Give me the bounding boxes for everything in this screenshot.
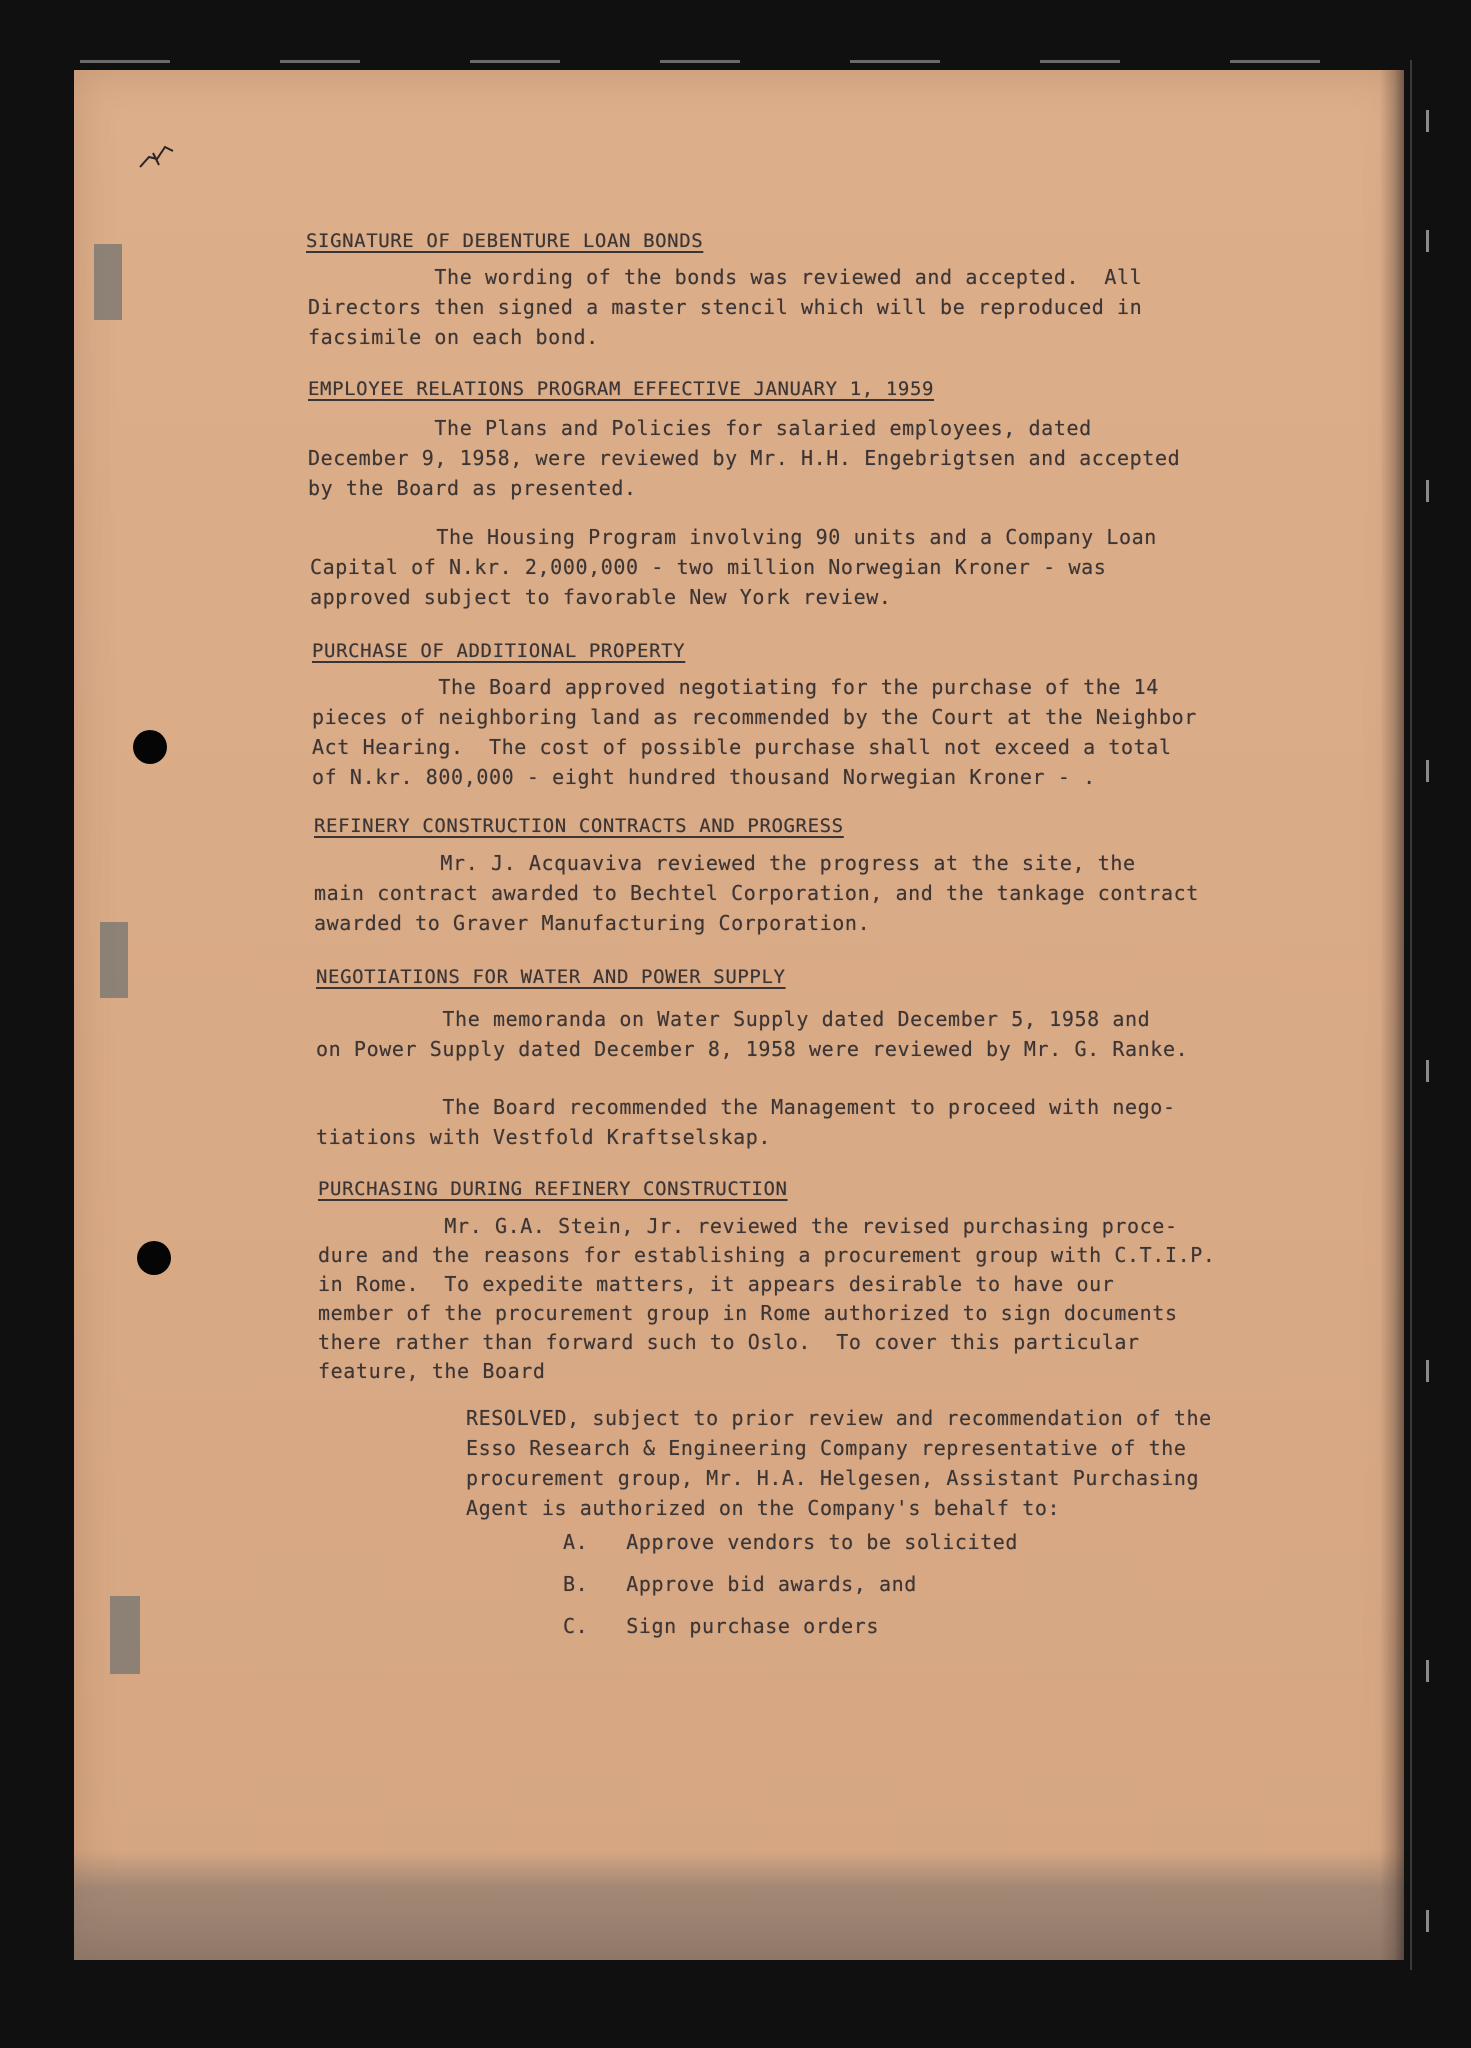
section-paragraph: The Board recommended the Management to proceed with nego- tiations with Vestfold Kraftselskap. bbox=[316, 1095, 1176, 1149]
resolution-item: A. Approve vendors to be solicited bbox=[563, 1530, 1019, 1554]
section-paragraph: Mr. G.A. Stein, Jr. reviewed the revised purchasing proce- dure and the reasons for establishing a procurement group with C.T.I.P. in Rome. To expedite matters, it appears desirable to have our member of the procurement group in Rome authorized to sign documents there rather than forward such to Oslo. To cover this particular feature, the Board bbox=[318, 1214, 1216, 1383]
section-paragraph: The Board approved negotiating for the purchase of the 14 pieces of neighboring land as recommended by the Court at the Neighbor Act Hearing. The cost of possible purchase shall not exceed a total of N.kr. 800,000 - eight hundred thousand Norwegian Kroner - . bbox=[312, 675, 1197, 789]
section-paragraph: The Plans and Policies for salaried employees, dated December 9, 1958, were reviewed by Mr. H.H. Engebrigtsen and accepted by the Board as presented. bbox=[308, 416, 1181, 500]
section-paragraph: The memoranda on Water Supply dated December 5, 1958 and on Power Supply dated December 8, 1958 were reviewed by Mr. G. Ranke. bbox=[316, 1007, 1189, 1061]
section-paragraph: The Housing Program involving 90 units and a Company Loan Capital of N.kr. 2,000,000 - two million Norwegian Kroner - was approved subject to favorable New York review. bbox=[310, 525, 1157, 609]
resolution-item: C. Sign purchase orders bbox=[563, 1614, 880, 1638]
section-heading: PURCHASE OF ADDITIONAL PROPERTY bbox=[312, 640, 686, 662]
section-heading: REFINERY CONSTRUCTION CONTRACTS AND PROGRESS bbox=[314, 815, 844, 837]
section-paragraph: The wording of the bonds was reviewed and accepted. All Directors then signed a master stencil which will be reproduced in facsimile on each bond. bbox=[308, 265, 1143, 349]
section-heading: EMPLOYEE RELATIONS PROGRAM EFFECTIVE JANUARY 1, 1959 bbox=[308, 378, 935, 400]
section-heading: SIGNATURE OF DEBENTURE LOAN BONDS bbox=[306, 230, 704, 252]
section-paragraph: Mr. J. Acquaviva reviewed the progress at the site, the main contract awarded to Bechtel Corporation, and the tankage contract awarded to Graver Manufacturing Corporation. bbox=[314, 851, 1199, 935]
section-heading: PURCHASING DURING REFINERY CONSTRUCTION bbox=[318, 1178, 788, 1200]
resolution-item: B. Approve bid awards, and bbox=[563, 1572, 917, 1596]
section-heading: NEGOTIATIONS FOR WATER AND POWER SUPPLY bbox=[316, 966, 786, 988]
resolution-text: RESOLVED, subject to prior review and recommendation of the Esso Research & Engineering Company representative of the procurement group, Mr. H.A. Helgesen, Assistant Purchasing Agent is authorized on the Company's behalf to: bbox=[466, 1406, 1212, 1520]
